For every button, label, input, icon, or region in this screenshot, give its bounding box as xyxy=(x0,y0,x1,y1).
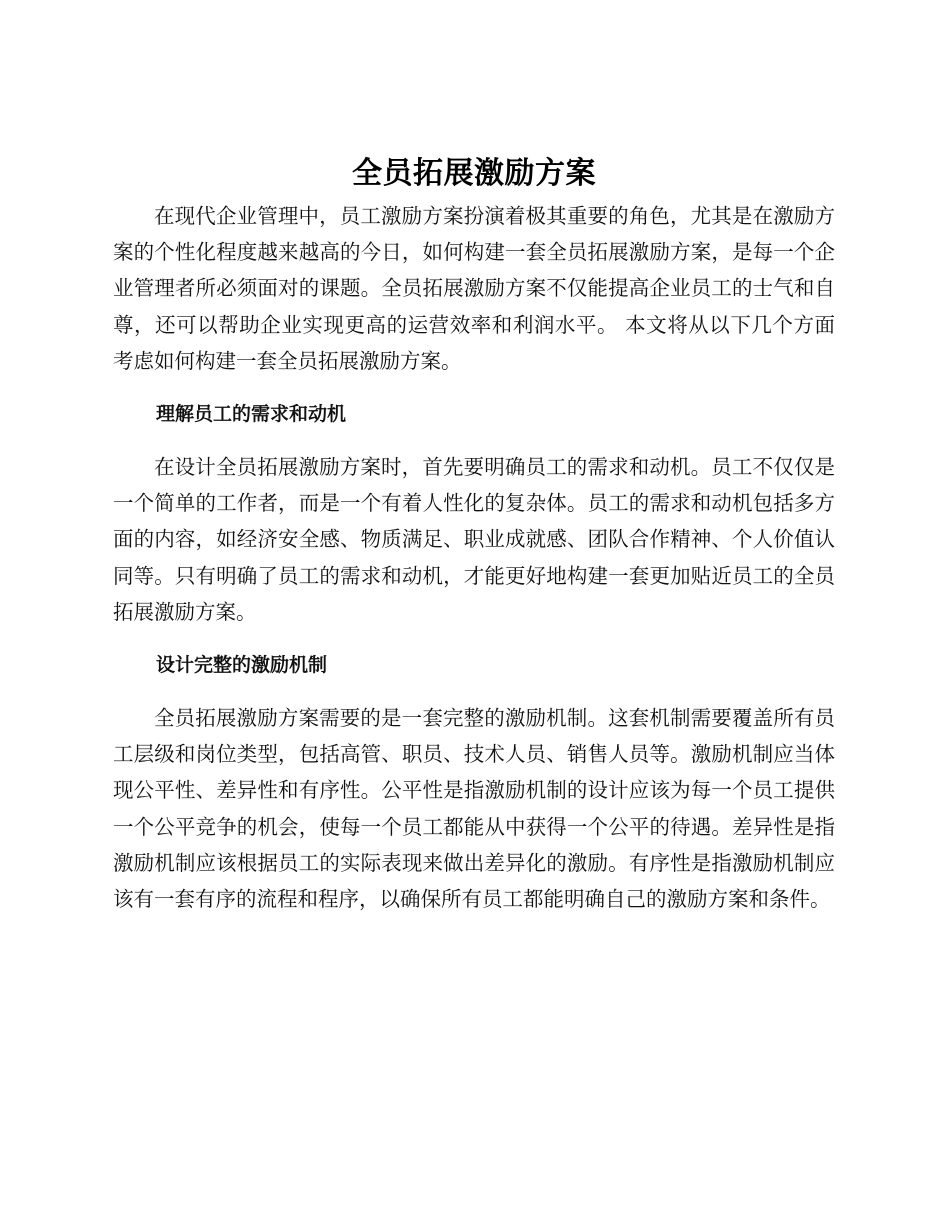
intro-paragraph: 在现代企业管理中，员工激励方案扮演着极其重要的角色，尤其是在激励方案的个性化程度越来越高的今日，如何构建一套全员拓展激励方案，是每一个企业管理者所必须面对的课题。全员拓展激励方案不仅能提高企业员工的士气和自尊，还可以帮助企业实现更高的运营效率和利润水平。 本文将从以下几个方面考虑如何构建一套全员拓展激励方案。 xyxy=(113,204,835,373)
section-heading-incentive-mechanism: 设计完整的激励机制 xyxy=(156,654,328,677)
section-heading-employee-needs: 理解员工的需求和动机 xyxy=(156,403,347,426)
document-content xyxy=(113,150,835,917)
section-body-incentive-mechanism: 全员拓展激励方案需要的是一套完整的激励机制。这套机制需要覆盖所有员工层级和岗位类型，包括高管、职员、技术人员、销售人员等。激励机制应当体现公平性、差异性和有序性。公平性是指激励机制的设计应该为每一个员工提供一个公平竞争的机会，使每一个员工都能从中获得一个公平的待遇。差异性是指激励机制应该根据员工的实际表现来做出差异化的激励。有序性是指激励机制应该有一套有序的流程和程序，以确保所有员工都能明确自己的激励方案和条件。 xyxy=(113,706,835,912)
document-title: 全员拓展激励方案 xyxy=(352,156,596,191)
section-body-employee-needs: 在设计全员拓展激励方案时，首先要明确员工的需求和动机。员工不仅仅是一个简单的工作者，而是一个有着人性化的复杂体。员工的需求和动机包括多方面的内容，如经济安全感、物质满足、职业成就感、团队合作精神、个人价值认同等。只有明确了员工的需求和动机，才能更好地构建一套更加贴近员工的全员拓展激励方案。 xyxy=(113,455,835,624)
